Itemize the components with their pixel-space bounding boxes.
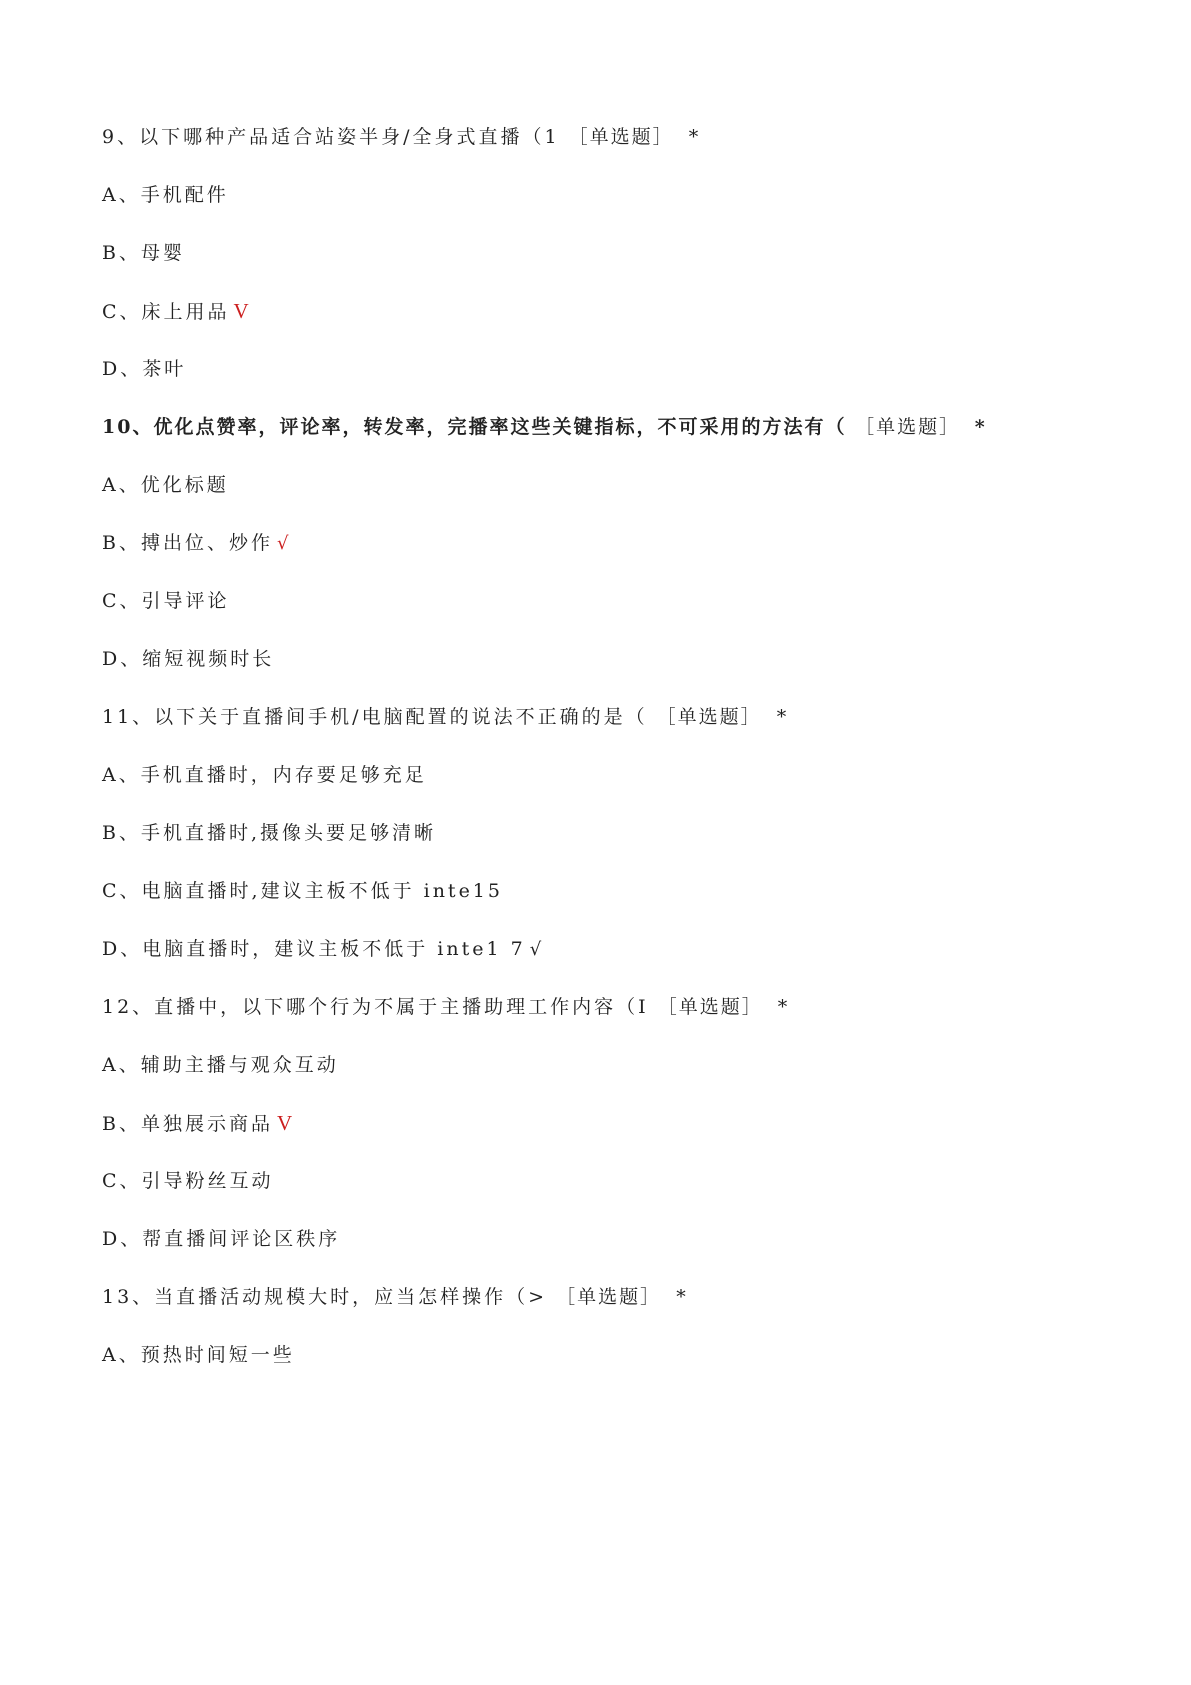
question-10-stem [102, 415, 987, 439]
question-type-tag: ［单选题］ [568, 126, 674, 148]
option-text: A、手机配件 [102, 184, 229, 206]
required-asterisk: * [776, 706, 790, 728]
answer-mark: V [276, 1111, 293, 1135]
required-asterisk: * [974, 416, 987, 438]
option-text: B、母婴 [102, 242, 185, 264]
option-10-b [102, 531, 288, 556]
required-asterisk: * [777, 996, 791, 1018]
question-type-tag: ［单选题］ [656, 706, 762, 728]
option-11-c [102, 879, 503, 903]
required-asterisk: * [688, 126, 702, 148]
option-text: A、辅助主播与观众互动 [102, 1054, 339, 1076]
option-12-a [102, 1053, 339, 1077]
option-11-a [102, 763, 427, 787]
option-12-c [102, 1169, 274, 1193]
question-stem-text: 12、直播中，以下哪个行为不属于主播助理工作内容（I [102, 996, 649, 1018]
option-10-a [102, 473, 229, 497]
option-text: D、茶叶 [102, 358, 187, 380]
answer-mark: √ [529, 939, 542, 960]
option-text: C、电脑直播时,建议主板不低于 inte15 [102, 880, 503, 902]
question-12-stem [102, 995, 790, 1019]
option-text: D、帮直播间评论区秩序 [102, 1228, 341, 1250]
option-text: B、手机直播时,摄像头要足够清晰 [102, 822, 437, 844]
option-text: D、缩短视频时长 [102, 648, 275, 670]
option-9-b [102, 241, 185, 265]
option-text: A、预热时间短一些 [102, 1344, 295, 1366]
option-text: C、引导评论 [102, 590, 230, 612]
option-11-d [102, 937, 541, 962]
answer-mark: V [233, 299, 249, 323]
option-text: A、优化标题 [102, 474, 229, 496]
question-stem-text: 10、优化点赞率，评论率，转发率，完播率这些关键指标，不可采用的方法有（ [102, 416, 847, 438]
question-9-stem [102, 125, 701, 149]
option-9-d [102, 357, 186, 381]
question-stem-text: 11、以下关于直播间手机/电脑配置的说法不正确的是（ [102, 706, 648, 728]
question-type-tag: ［单选题］ [556, 1286, 662, 1308]
question-stem-text: 9、以下哪种产品适合站姿半身/全身式直播（1 [102, 126, 560, 148]
required-asterisk: * [676, 1286, 689, 1308]
option-9-c [102, 299, 249, 324]
option-text: C、引导粉丝互动 [102, 1170, 274, 1192]
option-text: C、床上用品 [102, 301, 230, 323]
option-text: B、搏出位、炒作 [102, 532, 273, 554]
option-13-a [102, 1343, 295, 1367]
option-text: D、电脑直播时，建议主板不低于 inte1 7 [102, 938, 526, 960]
option-12-d [102, 1227, 340, 1251]
option-10-c [102, 589, 230, 613]
option-12-b [102, 1111, 292, 1136]
option-11-b [102, 821, 436, 845]
question-type-tag: ［单选题］ [855, 416, 961, 438]
option-text: B、单独展示商品 [102, 1113, 273, 1135]
answer-mark: √ [276, 533, 289, 554]
option-10-d [102, 647, 274, 671]
question-11-stem [102, 705, 789, 729]
question-stem-text: 13、当直播活动规模大时，应当怎样操作（> [102, 1286, 548, 1308]
question-13-stem [102, 1285, 689, 1309]
option-text: A、手机直播时，内存要足够充足 [102, 764, 427, 786]
option-9-a [102, 183, 229, 207]
question-type-tag: ［单选题］ [657, 996, 763, 1018]
